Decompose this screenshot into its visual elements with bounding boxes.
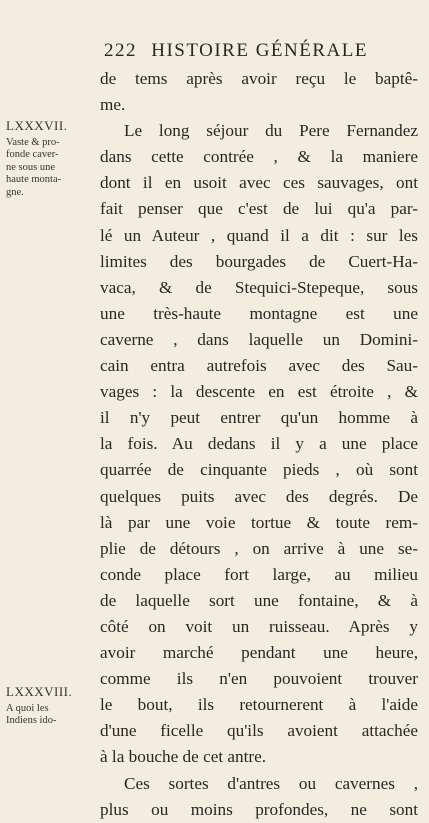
page-number: 222	[104, 40, 137, 61]
text-line: fait penser que c'est de lui qu'a par-	[100, 199, 418, 219]
margin-note-line: A quoi les	[6, 702, 49, 714]
margin-note-number: LXXXVII.	[6, 118, 68, 133]
text-line: vaca, & de Stequici-Stepeque, sous	[100, 277, 418, 297]
margin-note-lxxxvii	[6, 120, 98, 199]
text-line: plie de détours , on arrive à une se-	[100, 538, 418, 558]
text-line: quarrée de cinquante pieds , où sont	[100, 460, 418, 480]
text-line: dans cette contrée , & la maniere	[100, 147, 418, 167]
text-line: d'une ficelle qu'ils avoient attachée	[100, 721, 418, 741]
text-line: me.	[100, 95, 126, 115]
text-line: dont il en usoit avec ces sauvages, ont	[100, 173, 418, 193]
text-line: limites des bourgades de Cuert-Ha-	[100, 251, 418, 271]
text-line: avoir marché pendant une heure,	[100, 643, 418, 663]
text-line: caverne , dans laquelle un Domini-	[100, 329, 418, 349]
margin-note-line: gne.	[6, 186, 24, 198]
text-line: conde place fort large, au milieu	[100, 564, 418, 584]
margin-note-line: haute monta-	[6, 174, 62, 185]
text-line: vages : la descente en est étroite , &	[100, 382, 418, 402]
margin-note-number: LXXXVIII.	[6, 684, 73, 699]
margin-note-line: ne sous une	[6, 161, 55, 173]
text-line: à la bouche de cet antre.	[100, 747, 267, 767]
text-line: il n'y peut entrer qu'un homme à	[100, 408, 418, 428]
margin-note-line: fonde caver-	[6, 149, 59, 160]
text-line: de laquelle sort une fontaine, & à	[100, 590, 418, 610]
text-line: côté on voit un ruisseau. Après y	[100, 616, 418, 636]
text-line: la fois. Au dedans il y a une place	[100, 434, 418, 454]
running-title: HISTOIRE GÉNÉRALE	[151, 40, 368, 61]
body-text	[100, 66, 418, 823]
text-line: de tems après avoir reçu le baptê-	[100, 69, 418, 88]
margin-note-line: Vaste & pro-	[6, 136, 60, 148]
text-line: là par une voie tortue & toute rem-	[100, 512, 418, 532]
text-line: comme ils n'en pouvoient trouver	[100, 669, 418, 689]
margin-note-lxxxviii	[6, 686, 98, 728]
page-header	[104, 40, 424, 62]
text-line: une très-haute montagne est une	[100, 303, 418, 323]
text-line: Le long séjour du Pere Fernandez	[124, 121, 418, 141]
text-line: plus ou moins profondes, ne sont	[100, 799, 418, 819]
margin-note-line: Indiens ido-	[6, 715, 57, 726]
text-line: quelques puits avec des degrés. De	[100, 486, 418, 506]
text-line: Ces sortes d'antres ou cavernes ,	[124, 773, 418, 793]
text-line: cain entra autrefois avec des Sau-	[100, 356, 418, 376]
text-line: le bout, ils retournerent à l'aide	[100, 695, 418, 715]
text-line: lé un Auteur , quand il a dit : sur les	[100, 225, 418, 245]
